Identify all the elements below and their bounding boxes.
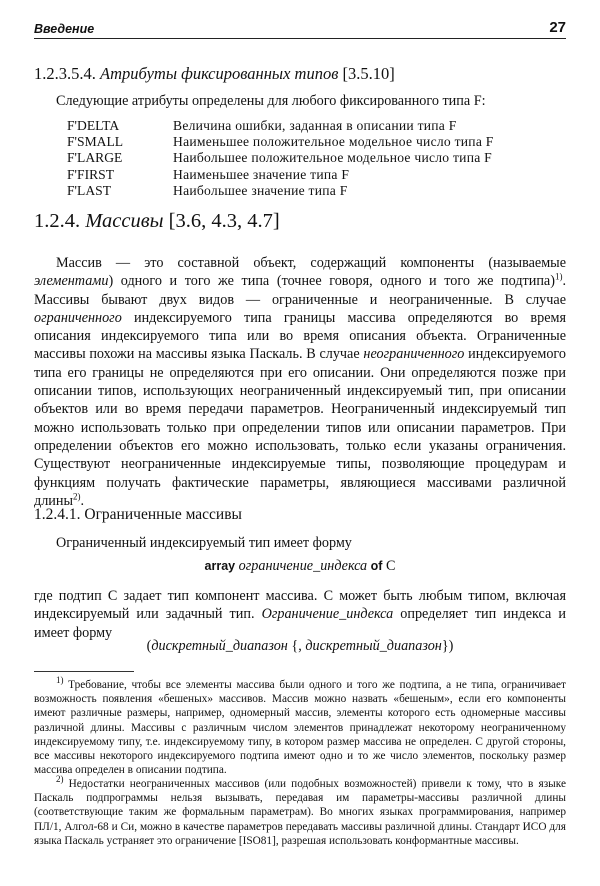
footnote-ref: 1) (554, 271, 563, 282)
emphasis: неограниченного (363, 346, 465, 363)
text-run: где подтип С задает тип компонент массива. С может быть любым типом, включая индексируемый или задачный тип. (34, 588, 566, 623)
keyword: of (370, 559, 383, 573)
footnote-text: Требование, чтобы все элементы массива были одного и того же подтипа, а не типа, ограничивает возможность появления «бешеных» массивов. Массив можно назвать «бешеным», если его компоненты имеют различные размеры, например, одномерный массив, элементы которого есть одномерные массивы различной длины. Массивы с различным числом элементов принадлежат некоторому неограниченному индексируемому типу, т.е. индексируемому типу, в котором размер массива не определен. С другой стороны, все массивы некоторого индексируемого подтипа имеют одно и то же число элементов, поскольку размер массива определен в описании подтипа. (34, 679, 566, 777)
running-header (34, 14, 566, 39)
text-run: . Массивы бывают двух видов — ограниченные и неограниченные. В случае (34, 273, 566, 308)
attribute-desc: Наименьшее значение типа F (173, 166, 350, 182)
subsection-title: Атрибуты фиксированных типов (100, 64, 339, 83)
attribute-row (67, 167, 494, 183)
syntax-array (34, 558, 566, 575)
page (34, 14, 566, 847)
attribute-name: F'SMALL (67, 134, 124, 150)
footnote-2 (34, 774, 566, 848)
attribute-desc: Величина ошибки, заданная в описании типа F (173, 118, 457, 133)
header-section-title: Введение (34, 22, 95, 36)
text-run: индексируемого типа его границы не определяются при его описании. Они определяются позже при описании типов, использующих неограниченный индексируемый тип, при описании объектов или во время передачи параметров. Неограниченный индексируемый тип можно использовать только при определении типов или описании параметров. При определении объектов его можно использовать, только если указаны ограничения. Существуют неограниченные индексируемые типы, позволяющие процедурам и функциям получать фактические параметры, являющиеся массивами различной длины (34, 346, 566, 509)
subsection-ref: [3.5.10] (342, 64, 395, 83)
section-ref: [3.6, 4.3, 4.7] (168, 210, 280, 232)
syntax-arg: дискретный_диапазон (305, 638, 442, 654)
text-run: индексируемого типа границы массива определяются во время описания индексируемого типа или во время описания объекта. Ограниченные массивы похожи на массивы языка Паскаль. В случае (34, 309, 566, 363)
syntax-punct: {, (287, 638, 306, 654)
attribute-row (67, 183, 494, 199)
text-run: определяет тип индекса и имеет форму (34, 606, 566, 641)
subsection-title: Ограниченные массивы (84, 506, 242, 523)
syntax-arg: ограничение_индекса (238, 558, 368, 574)
emphasis: элементами (34, 273, 109, 290)
text-run: Массив — это составной объект, содержащий компоненты (называемые (56, 255, 566, 271)
syntax-arg: дискретный_диапазон (151, 638, 288, 654)
footnote-ref: 2) (73, 491, 81, 502)
subsection-heading-attributes (34, 64, 395, 84)
keyword: array (204, 559, 236, 573)
attribute-row (67, 150, 494, 166)
attribute-desc: Наибольшее значение типа F (173, 182, 348, 198)
bounded-intro: Ограниченный индексируемый тип имеет форму (56, 535, 352, 551)
text-run: ) одного и того же типа (точнее говоря, одного и того же подтипа) (108, 273, 555, 290)
footnote-text: Недостатки неограниченных массивов (или подобных возможностей) привели к тому, что в языке Паскаль подпрограммы нельзя вызывать, передавая им параметры-массивы различной длины (соответствующие таким же формальным параметрам). Во многих языках программирования, например ПЛ/1, Алгол-68 и Си, можно в качестве параметров передавать массивы различной длины. Стандарт ИСО для языка Паскаль устраняет это ограничение [ISO81], разрешая использовать конформантные массивы. (34, 778, 566, 847)
footnote-mark: 2) (56, 774, 64, 785)
page-number: 27 (549, 19, 566, 36)
syntax-index-constraint (34, 638, 566, 655)
subsection-number: 1.2.4.1. (34, 506, 81, 523)
attribute-name: F'LAST (67, 182, 111, 198)
attributes-intro: Следующие атрибуты определены для любого фиксированного типа F: (56, 93, 486, 109)
arrays-paragraph (34, 254, 566, 510)
section-title: Массивы (85, 210, 164, 232)
attribute-desc: Наименьшее положительное модельное число типа F (173, 134, 494, 150)
section-heading-arrays (34, 210, 280, 233)
subsection-heading-bounded (34, 506, 242, 524)
syntax-punct: }) (441, 638, 454, 654)
attribute-row (67, 118, 494, 134)
attribute-name: F'FIRST (67, 166, 115, 182)
bounded-paragraph (34, 587, 566, 642)
attributes-list (67, 118, 494, 199)
attribute-desc: Наибольшее положительное модельное число типа F (173, 150, 492, 166)
attribute-name: F'LARGE (67, 150, 123, 166)
footnote-1 (34, 675, 566, 777)
emphasis: Ограничение_индекса (261, 606, 394, 623)
emphasis: ограниченного (34, 309, 122, 326)
syntax-tail: C (386, 558, 396, 574)
text-run: . (80, 492, 85, 509)
syntax-punct: ( (146, 638, 152, 654)
footnote-divider (34, 671, 134, 672)
attribute-row (67, 134, 494, 150)
footnote-mark: 1) (56, 675, 64, 686)
attribute-name: F'DELTA (67, 118, 120, 133)
section-number: 1.2.4. (34, 210, 81, 232)
subsection-number: 1.2.3.5.4. (34, 64, 96, 83)
